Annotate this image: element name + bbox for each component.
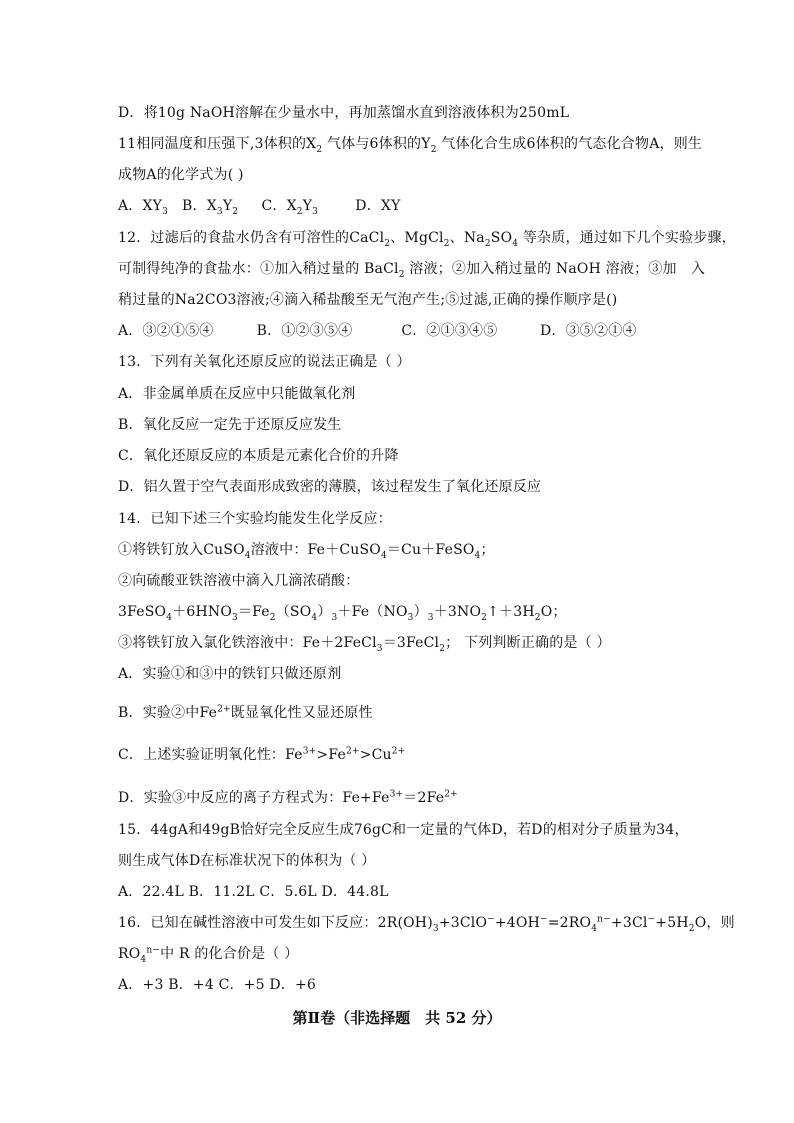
q11-text: 11相同温度和压强下,3体积的X xyxy=(118,136,317,152)
q11-stem-line2: 成物A的化学式为( ) xyxy=(118,167,244,183)
q14-option-a: A．实验①和③中的铁钉只做还原剂 xyxy=(118,666,342,682)
q12-option-c: C．②①③④⑤ xyxy=(401,323,498,339)
q11-text: 气体化合生成6体积的气态化合物A，则生 xyxy=(441,136,703,152)
q13-option-a: A．非金属单质在反应中只能做氧化剂 xyxy=(118,386,356,402)
q16-stem-line1: 16．已知在碱性溶液中可发生如下反应：$2R(OH)_3+3ClO^-+4OH^-=2RO_4^{n-}+3Cl^-+5H_2O$，则 xyxy=(118,914,735,934)
q11-option-b: B．$X_3Y_2$ xyxy=(182,198,239,217)
q11-sub: 2 xyxy=(430,144,437,155)
q10-option-d: D．将10g NaOH溶解在少量水中，再加蒸馏水直到溶液体积为250mL xyxy=(118,105,570,121)
q13-stem: 13．下列有关氧化还原反应的说法正确是（ ） xyxy=(118,354,411,370)
q11-option-c: C．$X_2Y_3$ xyxy=(261,198,319,217)
q14-option-b: B．实验②中$Fe^{2+}$既显氧化性又显还原性 xyxy=(118,704,373,721)
q11-options xyxy=(118,196,401,216)
q16-options: A．+3 B．+4 C．+5 D．+6 xyxy=(118,977,317,993)
q14-option-c: C．上述实验证明氧化性：$Fe^{3+}>Fe^{2+}>Cu^{2+}$ xyxy=(118,746,406,763)
q12-stem-line2: 可制得纯净的食盐水：①加入稍过量的 BaCl$_2$ 溶液；②加入稍过量的 NaOH 溶液；③加 入 xyxy=(118,261,706,280)
q11-text: 气体与6体积的Y xyxy=(326,136,431,152)
section-title: 第Ⅱ卷（非选择题 共 52 分） xyxy=(292,1009,502,1027)
q12-option-a: A．③②①⑤④ xyxy=(118,323,214,339)
q12-stem-line3: 稍过量的Na2CO3溶液;④滴入稀盐酸至无气泡产生;⑤过滤,正确的操作顺序是() xyxy=(118,292,618,308)
q13-option-b: B．氧化反应一定先于还原反应发生 xyxy=(118,417,342,433)
q12-option-d: D．③⑤②①④ xyxy=(539,323,637,339)
q15-stem-line1: 15．44gA和49gB恰好完全反应生成76gC和一定量的气体D，若D的相对分子质量为34， xyxy=(118,822,689,838)
q14-stem: 14．已知下述三个实验均能发生化学反应： xyxy=(118,511,392,527)
q11-sub: 2 xyxy=(316,144,323,155)
q15-options: A．22.4L B．11.2L C．5.6L D．44.8L xyxy=(118,884,389,900)
q12-option-b: B．①②③⑤④ xyxy=(256,323,353,339)
q14-equation-2: $3FeSO_4+6HNO_3=Fe_2(SO_4)_3+Fe(NO_3)_3+3NO_2↑+3H_2O$； xyxy=(118,604,567,623)
q14-option-d: D．实验③中反应的离子方程式为：$Fe+Fe^{3+}=2Fe^{2+}$ xyxy=(118,789,458,806)
q11-option-a: A．$XY_3$ xyxy=(118,198,169,217)
q16-stem-line2: $RO_4^{n-}$中 R 的化合价是（ ） xyxy=(118,945,299,965)
q11-stem-line1 xyxy=(118,134,702,154)
q14-experiment-2: ②向硫酸亚铁溶液中滴入几滴浓硝酸： xyxy=(118,573,360,589)
q15-stem-line2: 则生成气体D在标准状况下的体积为（ ） xyxy=(118,853,376,869)
q11-option-d: D．XY xyxy=(355,198,401,214)
q14-experiment-1: ①将铁钉放入CuSO$_4$溶液中：Fe＋CuSO$_4$＝Cu＋FeSO$_4$； xyxy=(118,542,495,561)
q12-stem-line1: 12．过滤后的食盐水仍含有可溶性的CaCl$_2$、MgCl$_2$、$Na_2SO_4$ 等杂质，通过如下几个实验步骤， xyxy=(118,230,736,249)
q13-option-d: D．铝久置于空气表面形成致密的薄膜，该过程发生了氧化还原反应 xyxy=(118,479,542,495)
q14-experiment-3: ③将铁钉放入氯化铁溶液中：Fe＋2FeCl$_3$＝3FeCl$_2$； 下列判断正确的是（ ） xyxy=(118,635,611,654)
q13-option-c: C．氧化还原反应的本质是元素化合价的升降 xyxy=(118,448,399,464)
q12-options xyxy=(118,321,637,341)
